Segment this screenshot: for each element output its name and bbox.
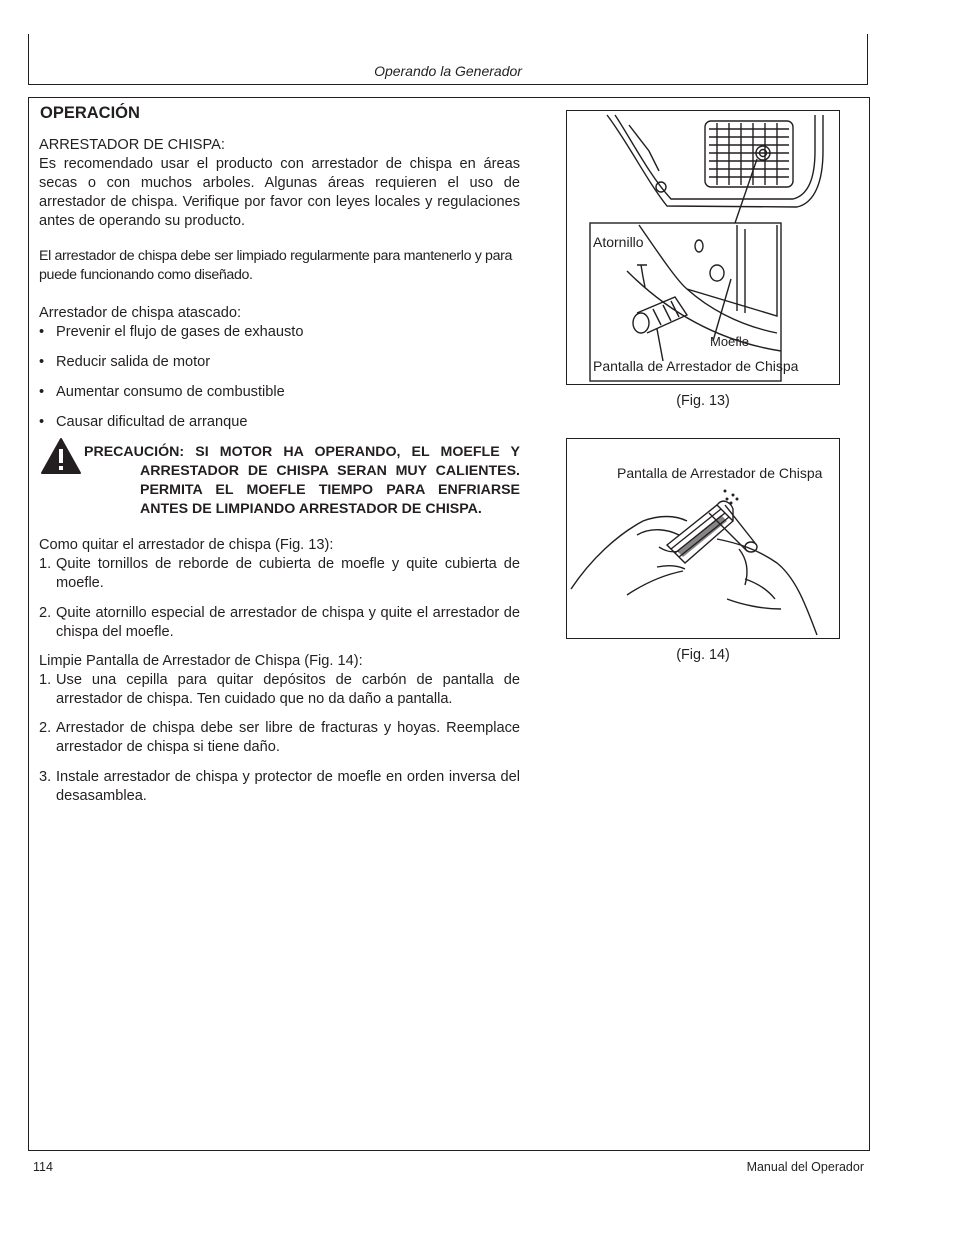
figure-13 (566, 110, 840, 385)
muffler-label: Moefle (710, 334, 750, 349)
warning-icon (40, 437, 82, 475)
clean-heading: Limpie Pantalla de Arrestador de Chispa (Fig. 14): (39, 653, 363, 669)
bullet-glyph: • (39, 414, 45, 430)
intro-paragraph: Es recomendado usar el producto con arrestador de chispa en áreas secas o con muchos arboles. Algunas áreas requieren el uso de arrestador de chispa. Verifique por favor con leyes locales y regulaciones antes de operando su producto. (39, 156, 520, 229)
figure-caption: (Fig. 14) (676, 647, 730, 663)
subsection-heading: ARRESTADOR DE CHISPA: (39, 137, 225, 153)
running-header: Operando la Generador (374, 63, 522, 79)
screen-label: Pantalla de Arrestador de Chispa (593, 358, 799, 374)
page-number: 114 (33, 1160, 53, 1174)
caution-notice: PRECAUCIÓN: SI MOTOR HA OPERANDO, EL MOEFLE Y ARRESTADOR DE CHISPA SERAN MUY CALIENTES. PERMITA EL MOEFLE TIEMPO PARA ENFRIARSE ANTES DE LIMPIANDO ARRESTADOR DE CHISPA. (84, 444, 520, 517)
remove-heading: Como quitar el arrestador de chispa (Fig. 13): (39, 537, 334, 553)
figure-14 (566, 438, 840, 639)
list-item: 2. Arrestador de chispa debe ser libre de fracturas y hoyas. Reemplace arrestador de chispa si tiene daño. (39, 720, 520, 755)
clogged-heading: Arrestador de chispa atascado: (39, 305, 241, 321)
figure-caption: (Fig. 13) (676, 393, 730, 409)
maintenance-paragraph: El arrestador de chispa debe ser limpiado regularmente para mantenerlo y para puede funcionando como diseñado. (39, 248, 513, 283)
screw-label: Atornillo (593, 234, 644, 250)
bullet-glyph: • (39, 384, 45, 400)
list-item: 2. Quite atornillo especial de arrestador de chispa y quite el arrestador de chispa del moefle. (39, 605, 520, 640)
list-item: 3. Instale arrestador de chispa y protector de moefle en orden inversa del desasamblea. (39, 769, 520, 804)
section-title: OPERACIÓN (40, 104, 140, 122)
bullet-glyph: • (39, 324, 45, 340)
screen-label: Pantalla de Arrestador de Chispa (617, 465, 823, 481)
footer-title: Manual del Operador (746, 1160, 864, 1174)
list-item: 1. Quite tornillos de reborde de cubierta de moefle y quite cubierta de moefle. (39, 556, 520, 591)
bullet-glyph: • (39, 354, 45, 370)
list-item: 1. Use una cepilla para quitar depósitos de carbón de pantalla de arrestador de chispa. Ten cuidado que no da daño a pantalla. (39, 672, 520, 707)
